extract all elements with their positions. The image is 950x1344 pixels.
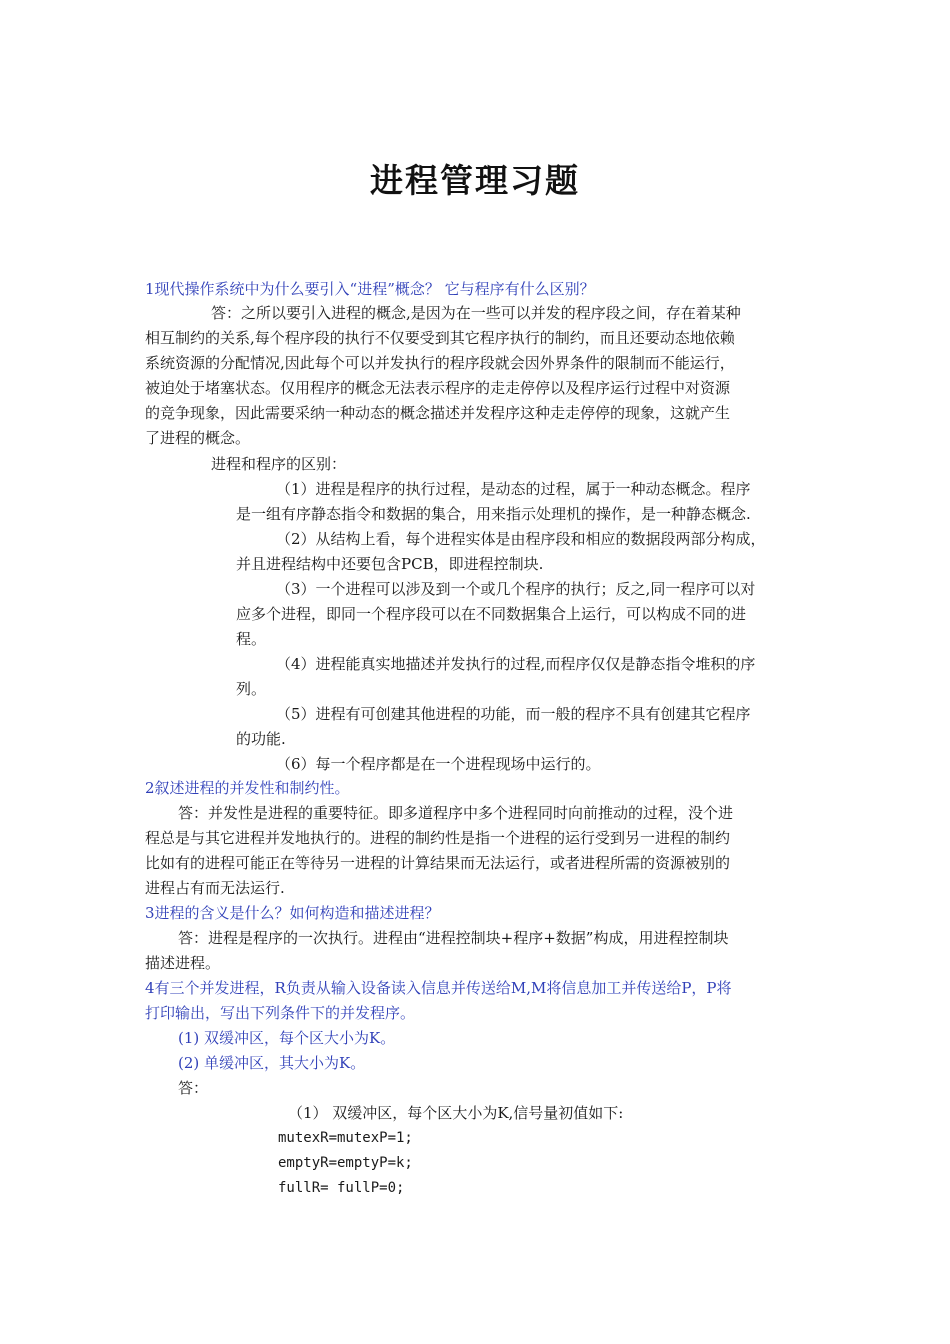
q2-answer-line: 程总是与其它进程并发地执行的。进程的制约性是指一个进程的运行受到另一进程的制约	[145, 829, 731, 847]
question-4: 4有三个并发进程，R负责从输入设备读入信息并传送给M,M将信息加工并传送给P，P将	[145, 979, 732, 997]
question-2: 2叙述进程的并发性和制约性。	[145, 779, 350, 797]
q1-answer-line: 相互制约的关系,每个程序段的执行不仅要受到其它程序执行的制约，而且还要动态地依赖	[145, 329, 735, 347]
q4-condition-2: (2) 单缓冲区，其大小为K。	[178, 1054, 366, 1072]
q1-answer-line: 答：之所以要引入进程的概念,是因为在一些可以并发的程序段之间，存在着某种	[211, 304, 741, 322]
q1-answer-line: 被迫处于堵塞状态。仅用程序的概念无法表示程序的走走停停以及程序运行过程中对资源	[145, 379, 731, 397]
q1-difference-heading: 进程和程序的区别：	[211, 455, 347, 473]
q1-item-5: 的功能.	[236, 730, 286, 748]
q1-item-3: 应多个进程，即同一个程序段可以在不同数据集合上运行，可以构成不同的进	[236, 605, 747, 623]
q4-condition-1: (1) 双缓冲区，每个区大小为K。	[178, 1029, 396, 1047]
code-line: fullR= fullP=0;	[278, 1180, 405, 1196]
q1-answer-line: 了进程的概念。	[145, 429, 251, 447]
code-line: emptyR=emptyP=k;	[278, 1155, 413, 1171]
q1-item-2: 并且进程结构中还要包含PCB，即进程控制块.	[236, 555, 544, 573]
q1-answer-line: 系统资源的分配情况,因此每个可以并发执行的程序段就会因外界条件的限制而不能运行，	[145, 354, 735, 372]
question-3: 3进程的含义是什么？如何构造和描述进程？	[145, 904, 440, 922]
q4-answer-label: 答：	[178, 1079, 209, 1097]
q1-item-4: （4）进程能真实地描述并发执行的过程,而程序仅仅是静态指令堆积的序	[276, 655, 756, 673]
q3-answer-line: 描述进程。	[145, 954, 221, 972]
q2-answer-line: 进程占有而无法运行.	[145, 879, 285, 897]
q1-item-5: （5）进程有可创建其他进程的功能，而一般的程序不具有创建其它程序	[276, 705, 751, 723]
q2-answer-line: 比如有的进程可能正在等待另一进程的计算结果而无法运行，或者进程所需的资源被别的	[145, 854, 731, 872]
q1-item-3: 程。	[236, 630, 267, 648]
code-line: mutexR=mutexP=1;	[278, 1130, 413, 1146]
question-1: 1现代操作系统中为什么要引入“进程”概念？ 它与程序有什么区别？	[145, 280, 595, 298]
page-title: 进程管理习题	[370, 161, 580, 200]
q3-answer-line: 答：进程是程序的一次执行。进程由“进程控制块+程序+数据”构成，用进程控制块	[178, 929, 729, 947]
question-4: 打印输出，写出下列条件下的并发程序。	[145, 1004, 416, 1022]
q1-item-6: （6）每一个程序都是在一个进程现场中运行的。	[276, 755, 601, 773]
q1-item-3: （3）一个进程可以涉及到一个或几个程序的执行；反之,同一程序可以对	[276, 580, 756, 598]
q2-answer-line: 答：并发性是进程的重要特征。即多道程序中多个进程同时向前推动的过程，没个进	[178, 804, 734, 822]
q1-item-4: 列。	[236, 680, 267, 698]
q4-sub-heading: （1） 双缓冲区，每个区大小为K,信号量初值如下:	[288, 1104, 624, 1122]
q1-item-2: （2）从结构上看，每个进程实体是由程序段和相应的数据段两部分构成，	[276, 530, 766, 548]
q1-item-1: 是一组有序静态指令和数据的集合，用来指示处理机的操作，是一种静态概念.	[236, 505, 751, 523]
q1-answer-line: 的竞争现象，因此需要采纳一种动态的概念描述并发程序这种走走停停的现象，这就产生	[145, 404, 731, 422]
q1-item-1: （1）进程是程序的执行过程，是动态的过程，属于一种动态概念。程序	[276, 480, 751, 498]
